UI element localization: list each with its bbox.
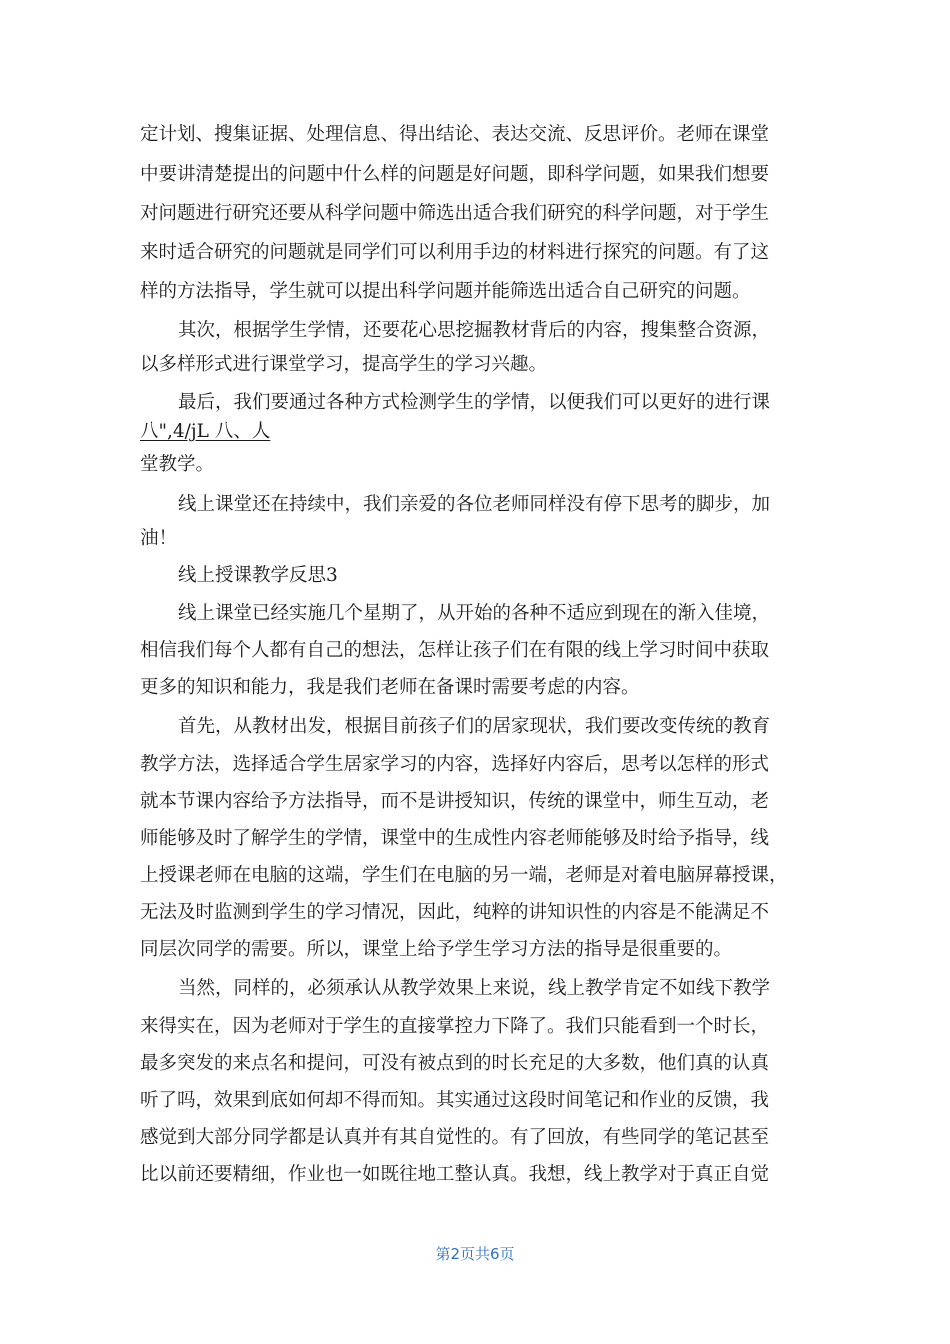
page-number-footer: 第2页共6页 (435, 1245, 515, 1263)
text-line: 以多样形式进行课堂学习，提高学生的学习兴趣。 (140, 354, 548, 375)
paragraph-first-line: 首先，从教材出发，根据目前孩子们的居家现状，我们要改变传统的教育 (178, 716, 771, 737)
text-line: 样的方法指导，学生就可以提出科学问题并能筛选出适合自己研究的问题。 (140, 281, 751, 302)
section-heading: 线上授课教学反思3 (178, 565, 338, 586)
text-line: 教学方法，选择适合学生居家学习的内容，选择好内容后，思考以怎样的形式 (140, 754, 770, 775)
text-line: 来得实在，因为老师对于学生的直接掌控力下降了。我们只能看到一个时长， (140, 1016, 770, 1037)
text-line: 最多突发的来点名和提问，可没有被点到的时长充足的大多数，他们真的认真 (140, 1053, 770, 1074)
ocr-artifact-line: 八",4/jL 八、人 (140, 421, 271, 442)
text-line: 堂教学。 (140, 454, 215, 475)
paragraph-first-line: 当然，同样的，必须承认从教学效果上来说，线上教学肯定不如线下教学 (178, 978, 771, 999)
text-line: 更多的知识和能力，我是我们老师在备课时需要考虑的内容。 (140, 677, 640, 698)
text-line: 师能够及时了解学生的学情，课堂中的生成性内容老师能够及时给予指导，线 (140, 828, 770, 849)
paragraph-first-line: 线上课堂已经实施几个星期了，从开始的各种不适应到现在的渐入佳境， (178, 603, 771, 624)
text-line: 上授课老师在电脑的这端，学生们在电脑的另一端，老师是对着电脑屏幕授课， (140, 865, 788, 886)
paragraph-first-line: 其次，根据学生学情，还要花心思挖掘教材背后的内容，搜集整合资源， (178, 320, 771, 341)
text-line: 中要讲清楚提出的问题中什么样的问题是好问题，即科学问题，如果我们想要 (140, 164, 770, 185)
text-line: 相信我们每个人都有自己的想法，怎样让孩子们在有限的线上学习时间中获取 (140, 640, 770, 661)
text-line: 油！ (140, 528, 178, 549)
text-line: 来时适合研究的问题就是同学们可以利用手边的材料进行探究的问题。有了这 (140, 242, 770, 263)
paragraph-first-line: 最后，我们要通过各种方式检测学生的学情，以便我们可以更好的进行课 (178, 392, 771, 413)
text-line: 同层次同学的需要。所以，课堂上给予学生学习方法的指导是很重要的。 (140, 939, 733, 960)
text-line: 无法及时监测到学生的学习情况，因此，纯粹的讲知识性的内容是不能满足不 (140, 902, 770, 923)
text-line: 比以前还要精细，作业也一如既往地工整认真。我想，线上教学对于真正自觉 (140, 1164, 770, 1185)
text-line: 对问题进行研究还要从科学问题中筛选出适合我们研究的科学问题，对于学生 (140, 203, 770, 224)
paragraph-first-line: 线上课堂还在持续中，我们亲爱的各位老师同样没有停下思考的脚步，加 (178, 494, 771, 515)
text-line: 听了吗，效果到底如何却不得而知。其实通过这段时间笔记和作业的反馈，我 (140, 1090, 770, 1111)
text-line: 定计划、搜集证据、处理信息、得出结论、表达交流、反思评价。老师在课堂 (140, 124, 770, 145)
text-line: 感觉到大部分同学都是认真并有其自觉性的。有了回放，有些同学的笔记甚至 (140, 1127, 770, 1148)
text-line: 就本节课内容给予方法指导，而不是讲授知识，传统的课堂中，师生互动，老 (140, 791, 770, 812)
